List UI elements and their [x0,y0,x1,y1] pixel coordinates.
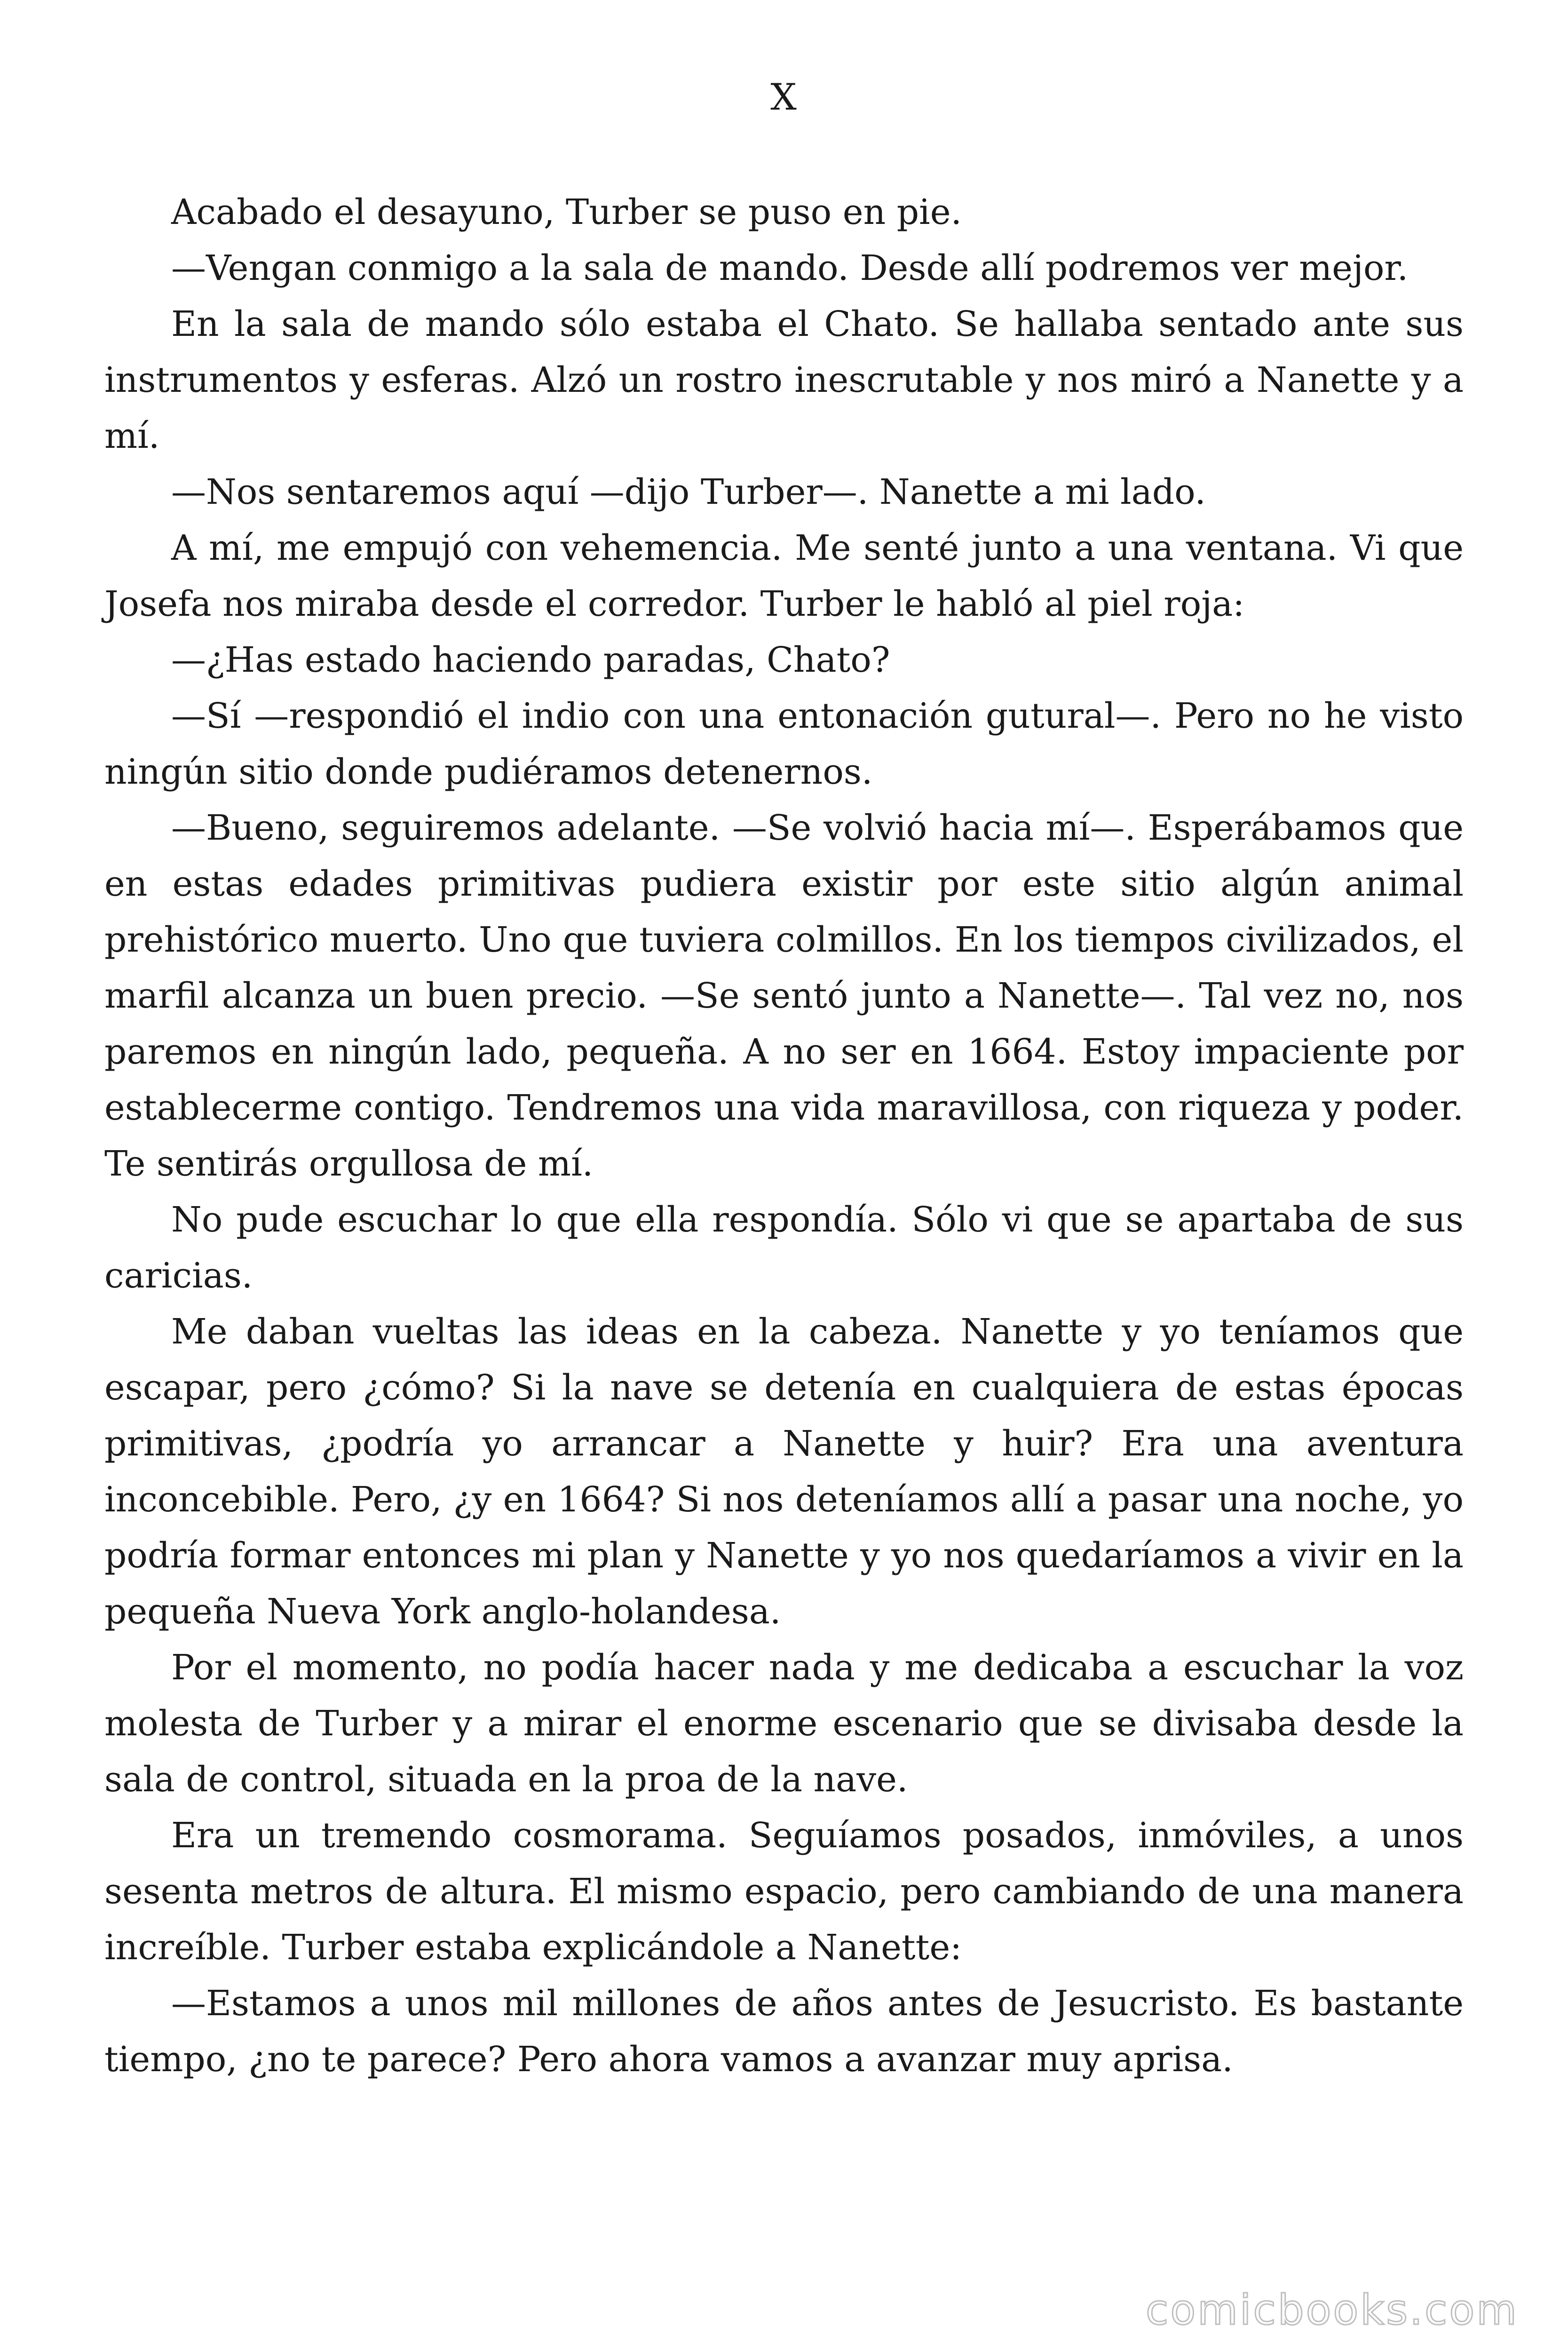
paragraph: —Nos sentaremos aquí —dijo Turber—. Nanette a mi lado. [171,472,1206,512]
paragraph: Acabado el desayuno, Turber se puso en pie. [171,192,962,232]
paragraph: A mí, me empujó con vehemencia. Me senté junto a una ventana. Vi que Josefa nos miraba desde el corredor. Turber le habló al piel roja: [104,528,1464,624]
paragraph: —Estamos a unos mil millones de años antes de Jesucristo. Es bastante tiempo, ¿no te parece? Pero ahora vamos a avanzar muy aprisa. [104,1983,1464,2080]
chapter-heading: X [770,76,798,119]
watermark: comicbooks.com [1145,2286,1519,2334]
body-text [104,184,1464,2088]
paragraph: No pude escuchar lo que ella respondía. Sólo vi que se apartaba de sus caricias. [104,1200,1464,1296]
paragraph: —Bueno, seguiremos adelante. —Se volvió hacia mí—. Esperábamos que en estas edades primitivas pudiera existir por este sitio algún animal prehistórico muerto. Uno que tuviera colmillos. En los tiempos civilizados, el marfil alcanza un buen precio. —Se sentó junto a Nanette—. Tal vez no, nos paremos en ningún lado, pequeña. A no ser en 1664. Estoy impaciente por establecerme contigo. Tendremos una vida maravillosa, con riqueza y poder. Te sentirás orgullosa de mí. [104,808,1464,1184]
paragraph: Por el momento, no podía hacer nada y me dedicaba a escuchar la voz molesta de Turber y a mirar el enorme escenario que se divisaba desde la sala de control, situada en la proa de la nave. [104,1647,1464,1800]
paragraph: Me daban vueltas las ideas en la cabeza. Nanette y yo teníamos que escapar, pero ¿cómo? Si la nave se detenía en cualquiera de estas épocas primitivas, ¿podría yo arrancar a Nanette y huir? Era una aventura inconcebible. Pero, ¿y en 1664? Si nos deteníamos allí a pasar una noche, yo podría formar entonces mi plan y Nanette y yo nos quedaríamos a vivir en la pequeña Nueva York anglo-holandesa. [104,1311,1464,1632]
paragraph: —¿Has estado haciendo paradas, Chato? [171,640,890,680]
paragraph: —Sí —respondió el indio con una entonación gutural—. Pero no he visto ningún sitio donde pudiéramos detenernos. [104,696,1464,792]
paragraph: En la sala de mando sólo estaba el Chato. Se hallaba sentado ante sus instrumentos y esferas. Alzó un rostro inescrutable y nos miró a Nanette y a mí. [104,304,1464,456]
paragraph: —Vengan conmigo a la sala de mando. Desde allí podremos ver mejor. [171,248,1409,288]
paragraph: Era un tremendo cosmorama. Seguíamos posados, inmóviles, a unos sesenta metros de altura. El mismo espacio, pero cambiando de una manera increíble. Turber estaba explicándole a Nanette: [104,1815,1464,1968]
